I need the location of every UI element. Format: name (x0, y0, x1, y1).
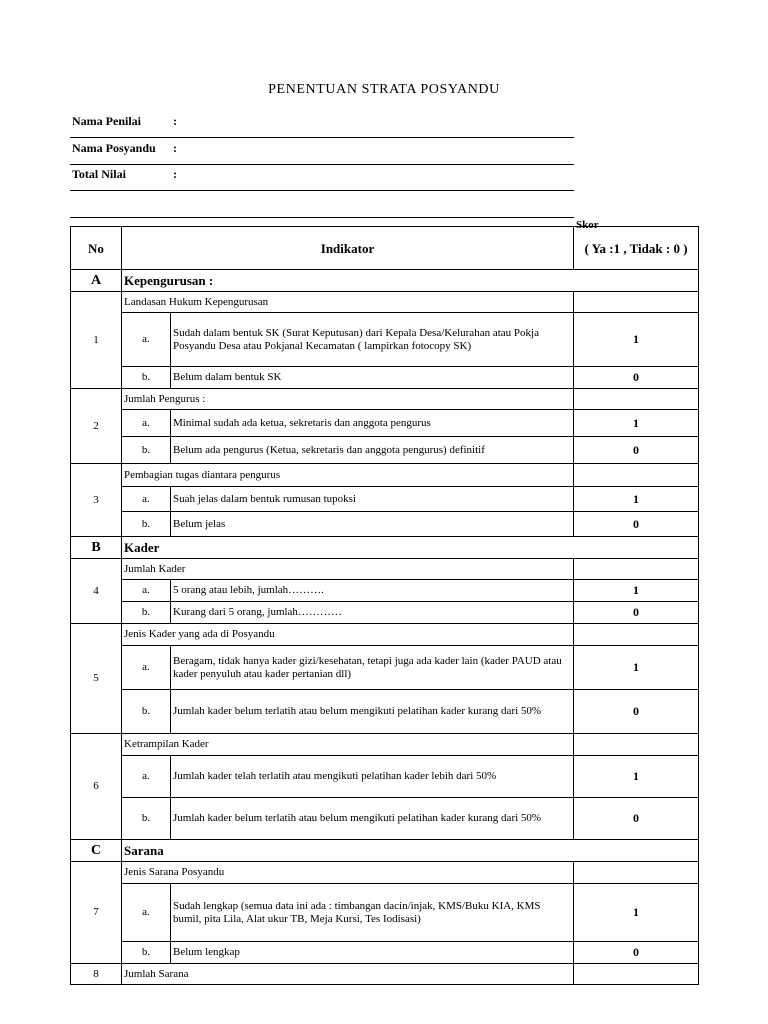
score-value: 0 (574, 437, 699, 464)
header-skor-label: Skor (576, 219, 599, 231)
header-indikator: Indikator (122, 227, 574, 270)
score-cell (574, 292, 699, 313)
nama-posyandu-label: Nama Posyandu (72, 141, 156, 155)
option-letter: b. (122, 942, 171, 964)
option-letter: b. (122, 690, 171, 734)
option-text: Belum lengkap (171, 942, 574, 964)
table-row (71, 464, 699, 487)
section-row (71, 270, 699, 292)
option-letter: b. (122, 798, 171, 840)
option-letter: b. (122, 512, 171, 537)
option-text: Suah jelas dalam bentuk rumusan tupoksi (171, 487, 574, 512)
table-row (71, 602, 699, 624)
header-skor-legend: ( Ya :1 , Tidak : 0 ) (584, 240, 688, 256)
table-row (71, 964, 699, 985)
option-letter: a. (122, 884, 171, 942)
table-row (71, 734, 699, 756)
option-letter: b. (122, 437, 171, 464)
option-text: 5 orang atau lebih, jumlah………. (171, 580, 574, 602)
table-row (71, 646, 699, 690)
table-row (71, 410, 699, 437)
score-value: 0 (574, 690, 699, 734)
score-value: 1 (574, 313, 699, 367)
option-text: Jumlah kader belum terlatih atau belum mengikuti pelatihan kader kurang dari 50% (171, 798, 574, 840)
table-row (71, 580, 699, 602)
table-row (71, 942, 699, 964)
option-letter: a. (122, 487, 171, 512)
item-title: Ketrampilan Kader (122, 734, 574, 756)
section-letter: B (71, 537, 122, 559)
score-value: 1 (574, 487, 699, 512)
strata-table (70, 219, 699, 985)
colon: : (173, 167, 177, 181)
total-nilai-label: Total Nilai (72, 167, 126, 181)
item-title: Landasan Hukum Kepengurusan (122, 292, 574, 313)
section-name: Kader (122, 537, 699, 559)
page-title: PENENTUAN STRATA POSYANDU (268, 82, 500, 97)
option-letter: b. (122, 602, 171, 624)
item-number: 6 (71, 734, 122, 840)
table-row (71, 313, 699, 367)
option-letter: a. (122, 756, 171, 798)
table-row (71, 389, 699, 410)
table-row (71, 292, 699, 313)
option-text: Sudah lengkap (semua data ini ada : timbangan dacin/injak, KMS/Buku KIA, KMS bumil, pita Lila, Alat ukur TB, Meja Kursi, Tes Iodisasi) (171, 884, 574, 942)
table-row (71, 624, 699, 646)
colon: : (173, 141, 177, 155)
option-text: Belum jelas (171, 512, 574, 537)
option-letter: b. (122, 367, 171, 389)
score-value: 1 (574, 884, 699, 942)
item-title: Jenis Kader yang ada di Posyandu (122, 624, 574, 646)
score-value: 1 (574, 580, 699, 602)
item-number: 7 (71, 862, 122, 964)
score-value: 1 (574, 410, 699, 437)
option-letter: a. (122, 410, 171, 437)
item-number: 2 (71, 389, 122, 464)
table-row (71, 756, 699, 798)
section-row (71, 840, 699, 862)
table-row (71, 487, 699, 512)
table-row (71, 862, 699, 884)
option-text: Beragam, tidak hanya kader gizi/kesehatan, tetapi juga ada kader lain (kader PAUD atau kader penyuluh atau kader pertanian dll) (171, 646, 574, 690)
table-row (71, 512, 699, 537)
score-cell (574, 559, 699, 580)
nama-penilai-field[interactable] (70, 112, 574, 138)
item-title: Jumlah Sarana (122, 964, 574, 985)
score-cell (574, 389, 699, 410)
divider (70, 217, 574, 218)
score-cell (574, 734, 699, 756)
total-nilai-field[interactable] (70, 165, 574, 191)
score-value: 0 (574, 798, 699, 840)
section-row (71, 537, 699, 559)
item-number: 5 (71, 624, 122, 734)
score-cell (574, 862, 699, 884)
table-row (71, 437, 699, 464)
option-text: Minimal sudah ada ketua, sekretaris dan anggota pengurus (171, 410, 574, 437)
option-text: Belum ada pengurus (Ketua, sekretaris dan anggota pengurus) definitif (171, 437, 574, 464)
nama-penilai-label: Nama Penilai (72, 114, 141, 128)
table-row (71, 690, 699, 734)
option-text: Jumlah kader telah terlatih atau mengikuti pelatihan kader lebih dari 50% (171, 756, 574, 798)
score-value: 0 (574, 942, 699, 964)
score-cell (574, 964, 699, 985)
header-skor (574, 219, 699, 270)
item-title: Jenis Sarana Posyandu (122, 862, 574, 884)
option-text: Kurang dari 5 orang, jumlah………… (171, 602, 574, 624)
item-number: 3 (71, 464, 122, 537)
score-value: 1 (574, 756, 699, 798)
table-row (71, 559, 699, 580)
score-value: 0 (574, 367, 699, 389)
item-title: Pembagian tugas diantara pengurus (122, 464, 574, 487)
item-title: Jumlah Kader (122, 559, 574, 580)
table-row (71, 798, 699, 840)
table-row (71, 884, 699, 942)
item-number: 8 (71, 964, 122, 985)
option-letter: a. (122, 646, 171, 690)
item-title: Jumlah Pengurus : (122, 389, 574, 410)
score-value: 0 (574, 602, 699, 624)
score-value: 1 (574, 646, 699, 690)
option-letter: a. (122, 580, 171, 602)
section-name: Sarana (122, 840, 699, 862)
item-number: 1 (71, 292, 122, 389)
section-name: Kepengurusan : (122, 270, 699, 292)
option-text: Belum dalam bentuk SK (171, 367, 574, 389)
score-value: 0 (574, 512, 699, 537)
item-number: 4 (71, 559, 122, 624)
option-text: Jumlah kader belum terlatih atau belum mengikuti pelatihan kader kurang dari 50% (171, 690, 574, 734)
option-letter: a. (122, 313, 171, 367)
section-letter: A (71, 270, 122, 292)
header-no: No (71, 227, 122, 270)
table-header-row (71, 227, 699, 270)
section-letter: C (71, 840, 122, 862)
nama-posyandu-field[interactable] (70, 139, 574, 165)
table-row (71, 367, 699, 389)
score-cell (574, 464, 699, 487)
score-cell (574, 624, 699, 646)
colon: : (173, 114, 177, 128)
option-text: Sudah dalam bentuk SK (Surat Keputusan) dari Kepala Desa/Kelurahan atau Pokja Posyandu Desa atau Pokjanal Kecamatan ( lampirkan fotocopy SK) (171, 313, 574, 367)
